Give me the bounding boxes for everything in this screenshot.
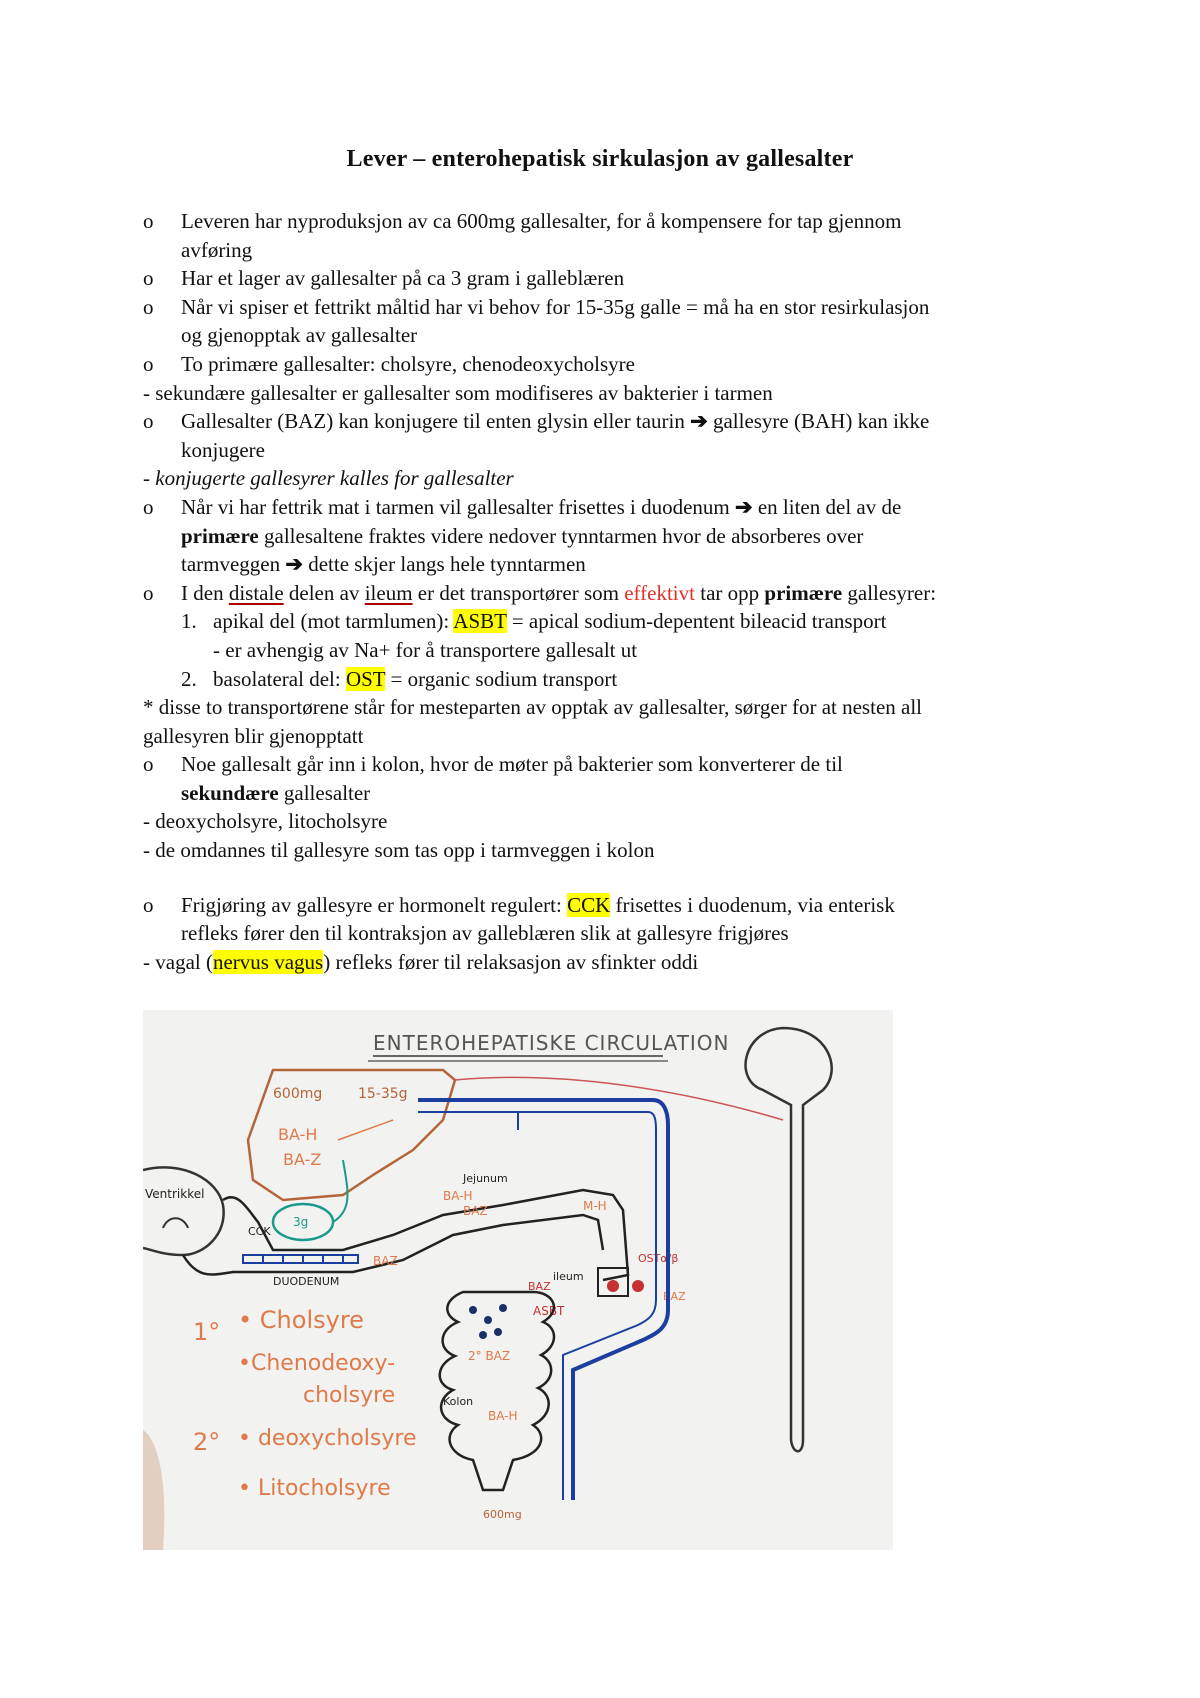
numbered-subnote: - er avhengig av Na+ for å transportere gallesalt ut bbox=[213, 637, 638, 662]
bullet-item: o Gallesalter (BAZ) kan konjugere til enten glysin eller taurin ➔ gallesyre (BAH) kan ikke bbox=[143, 407, 1073, 436]
numbered-item: 1. apikal del (mot tarmlumen): ASBT = apical sodium-depentent bileacid transport bbox=[181, 609, 887, 634]
legend-chenodeoxy-cont: cholsyre bbox=[303, 1383, 396, 1408]
bullet-continuation: og gjenopptak av gallesalter bbox=[181, 323, 418, 348]
arrow-icon: ➔ bbox=[285, 552, 303, 577]
label-3g: 3g bbox=[293, 1215, 309, 1229]
dash-note: - de omdannes til gallesyre som tas opp i tarmveggen i kolon bbox=[143, 838, 655, 863]
bullet-marker: o bbox=[143, 494, 154, 519]
bullet-marker: o bbox=[143, 752, 154, 777]
bullet-item: o Noe gallesalt går inn i kolon, hvor de møter på bakterier som konverterer de til bbox=[143, 750, 1073, 779]
diagram-heading: ENTEROHEPATISKE CIRCULATION bbox=[373, 1031, 730, 1055]
label-bah: BA-H bbox=[278, 1125, 318, 1144]
bullet-item: o Frigjøring av gallesyre er hormonelt regulert: CCK frisettes i duodenum, via enterisk bbox=[143, 891, 1073, 920]
bullet-item: o Leveren har nyproduksjon av ca 600mg gallesalter, for å kompensere for tap gjennom bbox=[143, 207, 1073, 236]
diagram-svg bbox=[143, 1010, 893, 1550]
label-baz-5: BAZ bbox=[528, 1280, 551, 1293]
label-ventrikkel: Ventrikkel bbox=[145, 1187, 205, 1201]
bullet-continuation: tarmveggen ➔ dette skjer langs hele tynntarmen bbox=[181, 552, 586, 577]
legend-cholsyre: • Cholsyre bbox=[238, 1306, 364, 1334]
dash-note: - sekundære gallesalter er gallesalter som modifiseres av bakterier i tarmen bbox=[143, 380, 773, 405]
arrow-icon: ➔ bbox=[690, 409, 708, 434]
dash-note: - vagal (nervus vagus) refleks fører til relaksasjon av sfinkter oddi bbox=[143, 949, 699, 974]
arrow-icon: ➔ bbox=[735, 494, 753, 519]
label-duodenum: DUODENUM bbox=[273, 1275, 340, 1288]
label-ost: OSTα/β bbox=[638, 1252, 679, 1265]
bullet-marker: o bbox=[143, 266, 154, 291]
label-asbt: ASBT bbox=[533, 1304, 565, 1318]
numbered-item: 2. basolateral del: OST = organic sodium transport bbox=[181, 666, 618, 691]
dash-note: - deoxycholsyre, litocholsyre bbox=[143, 809, 388, 834]
notes-body bbox=[143, 207, 1073, 976]
bullet-item: o I den distale delen av ileum er det transportører som effektivt tar opp primære gallesyrer: bbox=[143, 579, 1073, 608]
label-600mg: 600mg bbox=[273, 1086, 323, 1102]
bullet-continuation: konjugere bbox=[181, 437, 265, 462]
bullet-marker: o bbox=[143, 209, 154, 233]
label-jejunum: Jejunum bbox=[463, 1172, 508, 1185]
label-baz: BA-Z bbox=[283, 1150, 322, 1169]
label-ileum: ileum bbox=[553, 1270, 584, 1283]
label-baz-3: BAZ bbox=[373, 1254, 398, 1268]
whiteboard-diagram bbox=[143, 1010, 893, 1550]
label-baz-2: BAZ bbox=[463, 1204, 488, 1218]
bullet-marker: o bbox=[143, 892, 154, 917]
star-note: * disse to transportørene står for mesteparten av opptak av gallesalter, sørger for at nesten all bbox=[143, 695, 922, 720]
page-title: Lever – enterohepatisk sirkulasjon av gallesalter bbox=[346, 146, 854, 172]
label-baz-4: BAZ bbox=[663, 1290, 686, 1303]
label-2nd-baz: 2° BAZ bbox=[468, 1349, 511, 1363]
label-bah-2: BA-H bbox=[443, 1189, 473, 1203]
label-15-35g: 15-35g bbox=[358, 1086, 408, 1102]
label-bah-3: BA-H bbox=[488, 1409, 518, 1423]
label-600mg-b: 600mg bbox=[483, 1508, 522, 1521]
label-cck: CCK bbox=[248, 1225, 271, 1238]
legend-deoxycholsyre: • deoxycholsyre bbox=[238, 1426, 417, 1451]
dash-note: - konjugerte gallesyrer kalles for gallesalter bbox=[143, 466, 514, 491]
label-mh: M-H bbox=[583, 1199, 607, 1213]
bullet-marker: o bbox=[143, 294, 154, 319]
bullet-continuation: sekundære gallesalter bbox=[181, 780, 371, 805]
legend-primary-mark: 1° bbox=[193, 1318, 221, 1346]
legend-litocholsyre: • Litocholsyre bbox=[238, 1476, 391, 1501]
bullet-item: o Når vi spiser et fettrikt måltid har vi behov for 15-35g galle = må ha en stor resirkulasjon bbox=[143, 293, 1073, 322]
label-kolon: Kolon bbox=[443, 1395, 474, 1408]
bullet-marker: o bbox=[143, 580, 154, 605]
bullet-continuation: refleks fører den til kontraksjon av galleblæren slik at gallesyre frigjøres bbox=[181, 921, 789, 946]
bullet-continuation: avføring bbox=[181, 237, 253, 262]
legend-secondary-mark: 2° bbox=[193, 1428, 221, 1456]
legend-chenodeoxy: •Chenodeoxy- bbox=[238, 1351, 396, 1376]
bullet-marker: o bbox=[143, 409, 154, 434]
bullet-marker: o bbox=[143, 351, 154, 376]
star-note-continuation: gallesyren blir gjenopptatt bbox=[143, 723, 364, 748]
bullet-item: o To primære gallesalter: cholsyre, chenodeoxycholsyre bbox=[143, 350, 1073, 379]
bullet-continuation: primære gallesaltene fraktes videre nedover tynntarmen hvor de absorberes over bbox=[181, 523, 864, 548]
bullet-item: o Når vi har fettrik mat i tarmen vil gallesalter frisettes i duodenum ➔ en liten del av de bbox=[143, 493, 1073, 522]
bullet-item: o Har et lager av gallesalter på ca 3 gram i galleblæren bbox=[143, 264, 1073, 293]
